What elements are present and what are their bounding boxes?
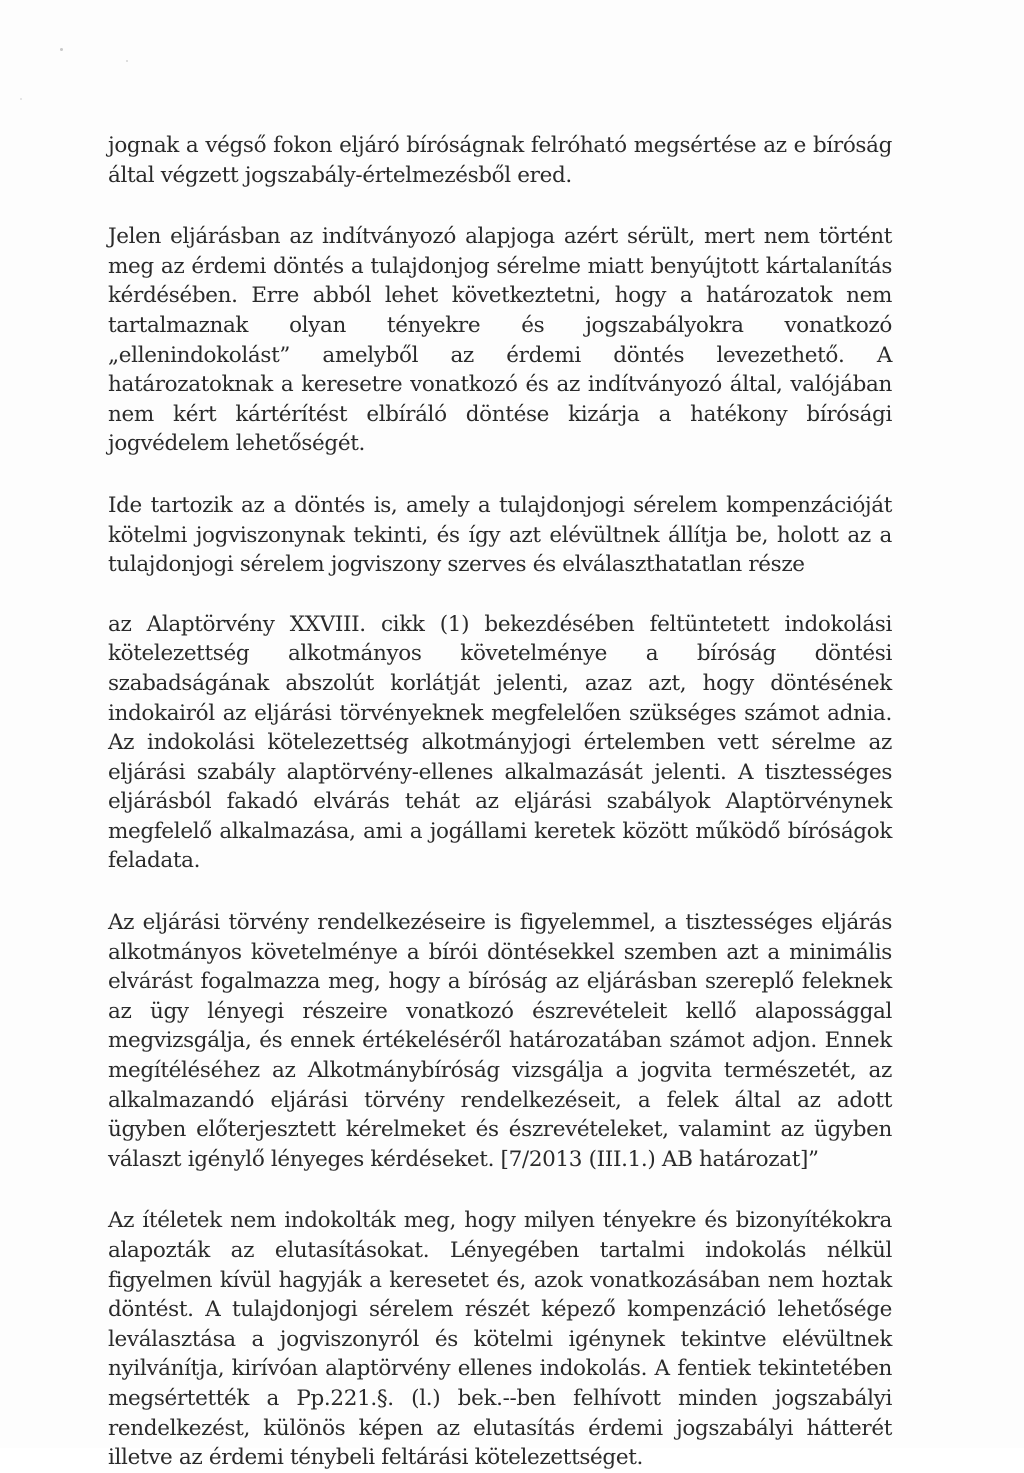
scan-speck [20,98,22,100]
paragraph-1: jognak a végső fokon eljáró bíróságnak felróható megsértése az e bíróság által végzett jogszabály-értelmezésből ered. [108,133,892,188]
paragraph-6: Az ítéletek nem indokolták meg, hogy milyen tényekre és bizonyítékokra alapozták az elutasításokat. Lényegében tartalmi indokolás nélkül figyelmen kívül hagyják a keresetet és, azok vonatkozásában nem hoztak döntést. A tulajdonjogi sérelem részét képező kompenzáció lehetősége leválasztása a jogviszonyról és kötelmi igénynek tekintve elévültnek nyilvánítja, kirívóan alaptörvény ellenes indokolás. A fentiek tekintetében megsértették a Pp.221.§. (l.) bek.--ben felhívott minden jogszabályi rendelkezést, különös képen az elutasítás érdemi jogszabályi hátterét illetve az érdemi ténybeli feltárási kötelezettséget. [108,1208,892,1471]
paragraph-2: Jelen eljárásban az indítványozó alapjoga azért sérült, mert nem történt meg az érdemi döntés a tulajdonjog sérelme miatt benyújtott kártalanítás kérdésében. Erre abból lehet következtetni, hogy a határozatok nem tartalmaznak olyan tényekre és jogszabályokra vonatkozó „ellenindokolást” amelyből az érdemi döntés levezethető. A határozatoknak a keresetre vonatkozó és az indítványozó által, valójában nem kért kártérítést elbíráló döntése kizárja a hatékony bírósági jogvédelem lehetőségét. [108,224,892,457]
paragraph-5: Az eljárási törvény rendelkezéseire is figyelemmel, a tisztességes eljárás alkotmányos követelménye a bírói döntésekkel szemben azt a minimális elvárást fogalmazza meg, hogy a bíróság az eljárásban szereplő feleknek az ügy lényegi részeire vonatkozó észrevételeit kellő alapossággal megvizsgálja, és ennek értékeléséről határozatában számot adjon. Ennek megítéléséhez az Alkotmánybíróság vizsgálja a jogvita természetét, az alkalmazandó eljárási törvény rendelkezéseit, a felek által az adott ügyben előterjesztett kérelmeket és észrevételeket, valamint az ügyben választ igénylő lényeges kérdéseket. [7/2013 (III.1.) AB határozat]” [108,910,892,1172]
paragraph-3: Ide tartozik az a döntés is, amely a tulajdonjogi sérelem kompenzációját kötelmi jogviszonynak tekinti, és így azt elévültnek állítja be, holott az a tulajdonjogi sérelem jogviszony szerves és elválaszthatatlan része [108,492,892,578]
scan-speck [60,48,63,51]
paragraph-4: az Alaptörvény XXVIII. cikk (1) bekezdésében feltüntetett indokolási kötelezettség alkotmányos követelménye a bíróság döntési szabadságának abszolút korlátját jelenti, azaz azt, hogy döntésének indokairól az eljárási törvényeknek megfelelően szükséges számot adnia. Az indokolási kötelezettség alkotmányjogi értelemben vett sérelme az eljárási szabály alaptörvény-ellenes alkalmazását jelenti. A tisztességes eljárásból fakadó elvárás tehát az eljárási szabályok Alaptörvénynek megfelelő alkalmazása, ami a jogállami keretek között működő bíróságok feladata. [108,611,892,874]
scan-speck [126,60,128,62]
document-body [108,131,892,1473]
